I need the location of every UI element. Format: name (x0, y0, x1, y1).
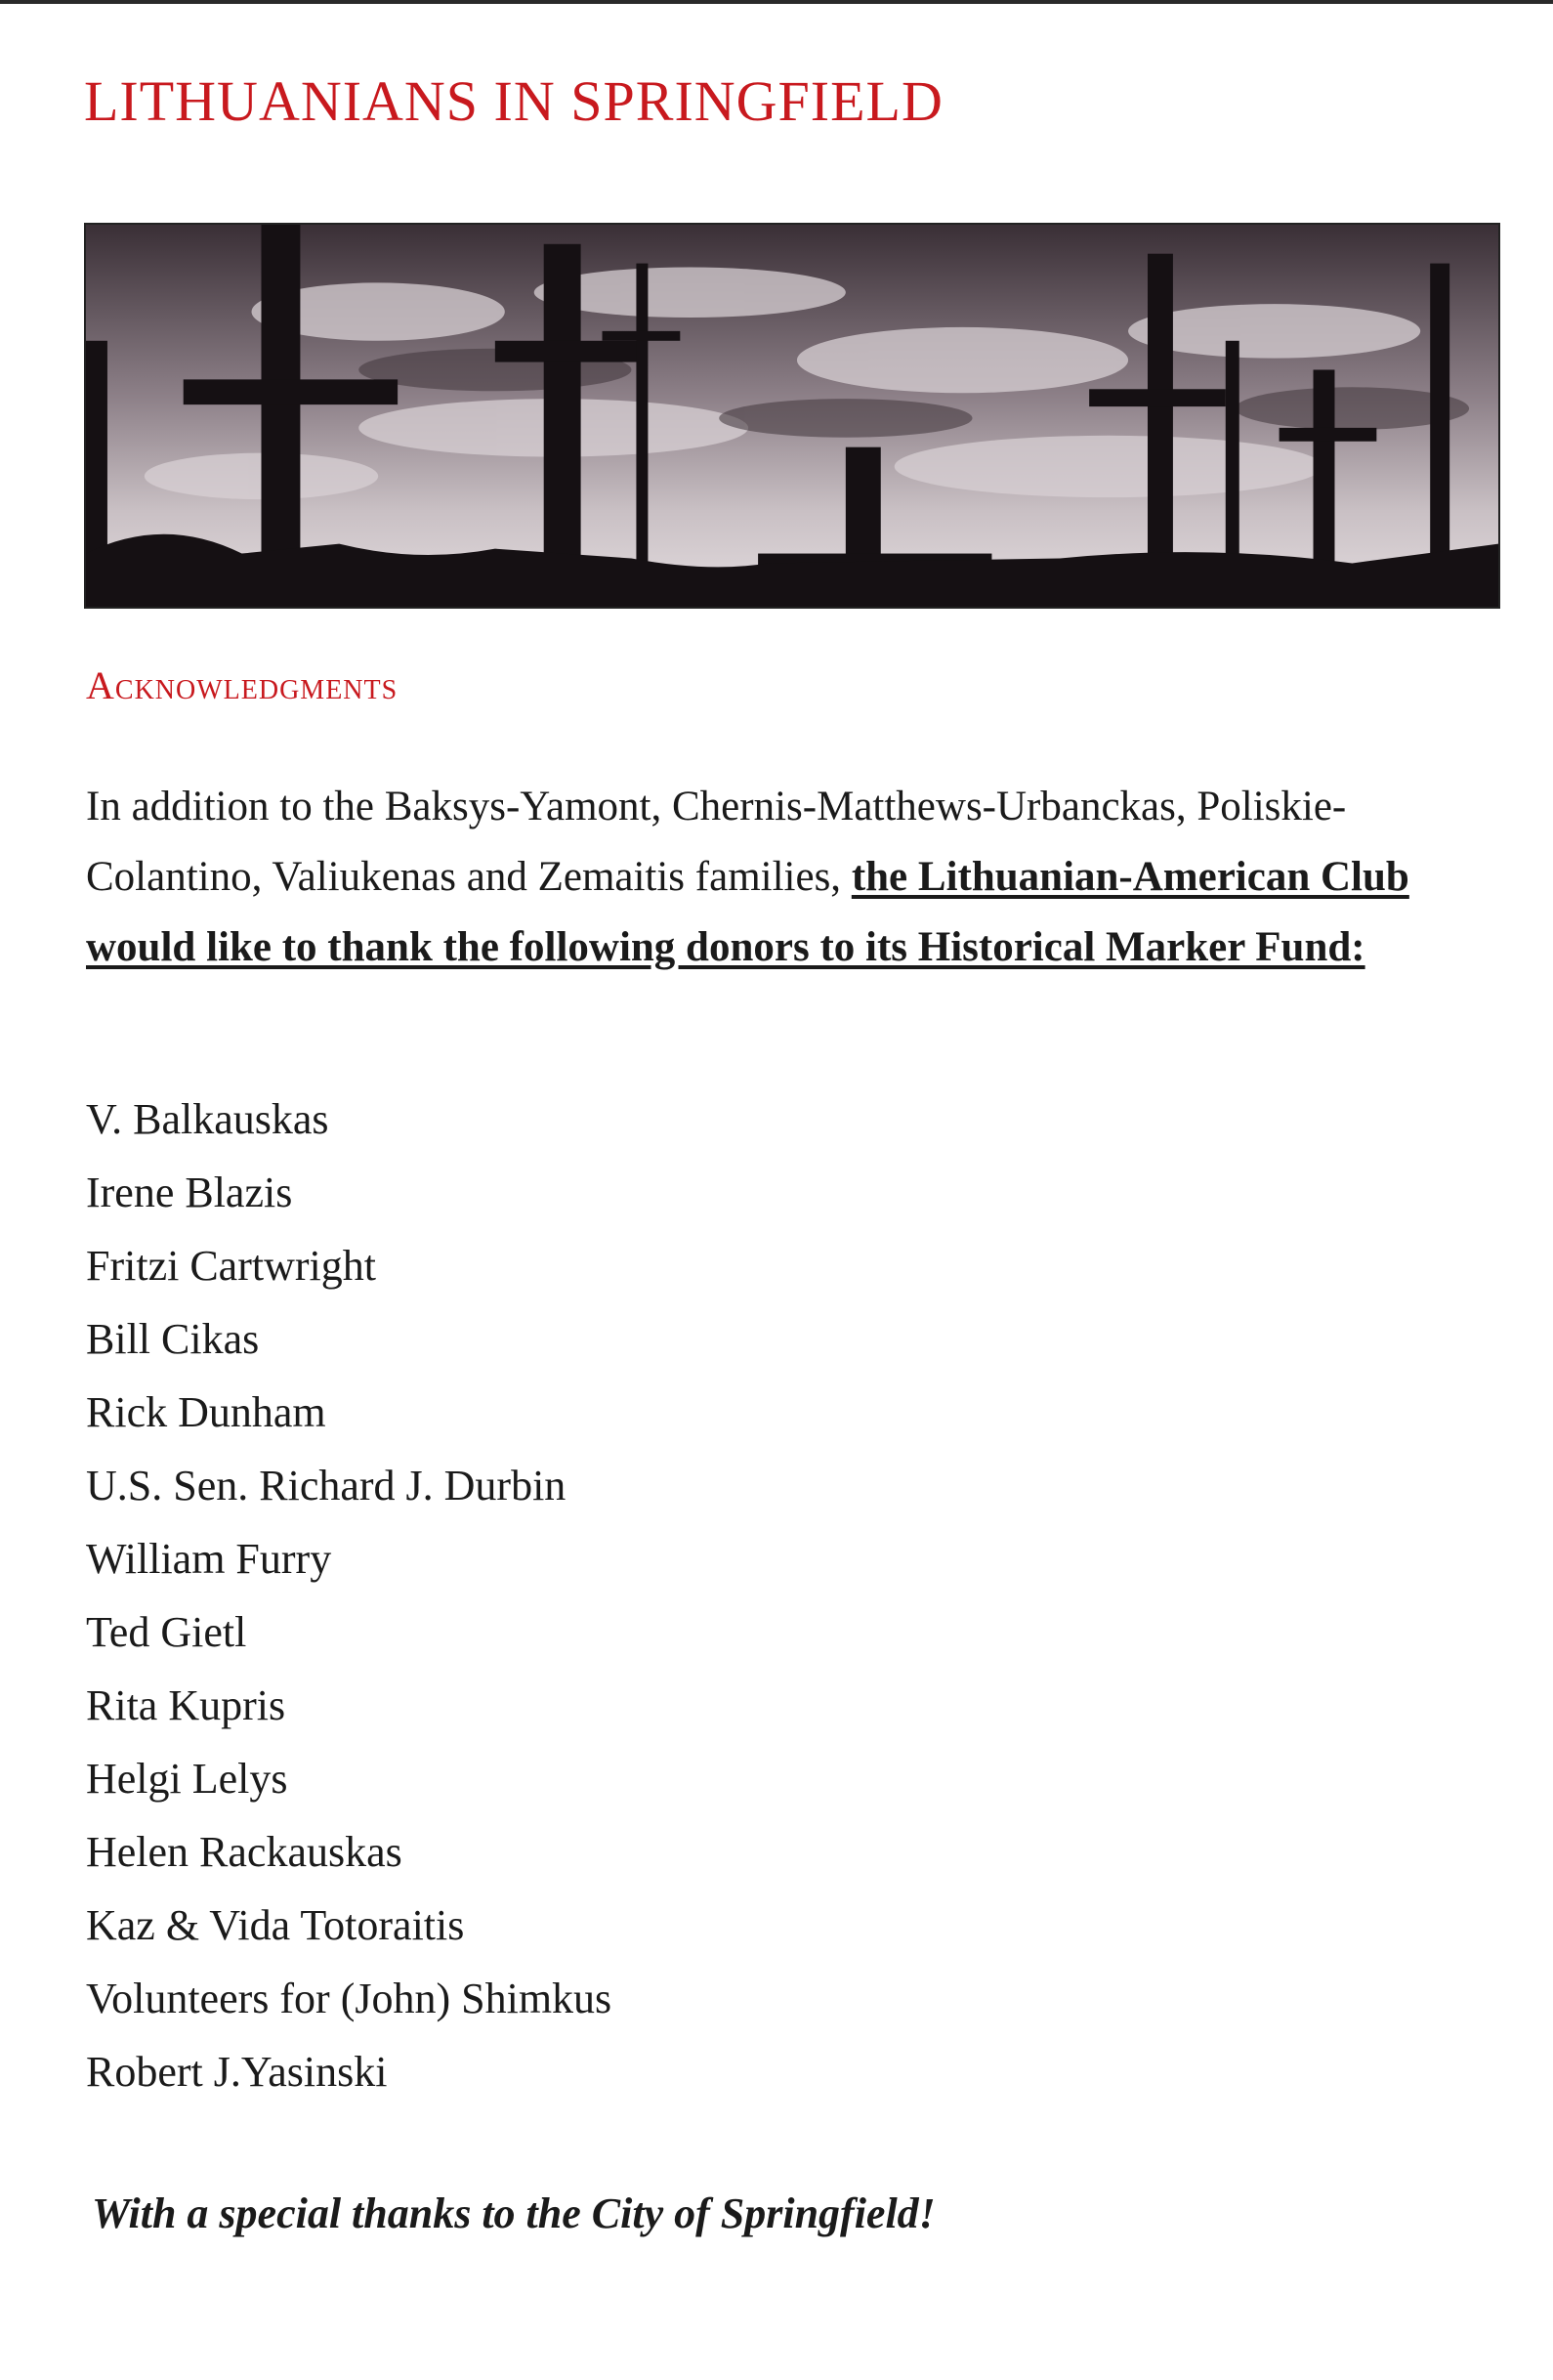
donor-list (86, 1083, 611, 2108)
donor-item: Volunteers for (John) Shimkus (86, 1975, 612, 2022)
donor-item: Irene Blazis (86, 1169, 293, 1216)
donor-item: Ted Gietl (86, 1608, 247, 1656)
donor-item: Bill Cikas (86, 1315, 260, 1363)
donor-item: V. Balkauskas (86, 1095, 329, 1143)
donor-item: Helen Rackauskas (86, 1828, 402, 1876)
acknowledgments-heading: Acknowledgments (86, 663, 399, 707)
closing-thanks: With a special thanks to the City of Springfield! (92, 2189, 936, 2237)
donor-item: U.S. Sen. Richard J. Durbin (86, 1462, 567, 1509)
header-photo (84, 223, 1500, 609)
donor-item: Kaz & Vida Totoraitis (86, 1901, 465, 1949)
hill-of-crosses-photo (86, 225, 1498, 607)
acknowledgments-intro (86, 772, 1473, 983)
donor-item: Rita Kupris (86, 1681, 286, 1729)
donor-item: Helgi Lelys (86, 1755, 288, 1803)
donor-item: Fritzi Cartwright (86, 1242, 376, 1290)
donor-item: William Furry (86, 1535, 332, 1583)
intro-emphasis: the Lithuanian-American Club would like to thank the following donors to its Historical Marker Fund: (86, 854, 1409, 970)
intro-text: In addition to the Baksys-Yamont, Chernis-Matthews-Urbanckas, Poliskie-Colantino, Valiukenas and Zemaitis families, (86, 784, 1347, 900)
page-top-edge (0, 0, 1553, 4)
donor-item: Rick Dunham (86, 1388, 326, 1436)
donor-item: Robert J.Yasinski (86, 2048, 388, 2096)
page-title: LITHUANIANS IN SPRINGFIELD (84, 69, 944, 133)
